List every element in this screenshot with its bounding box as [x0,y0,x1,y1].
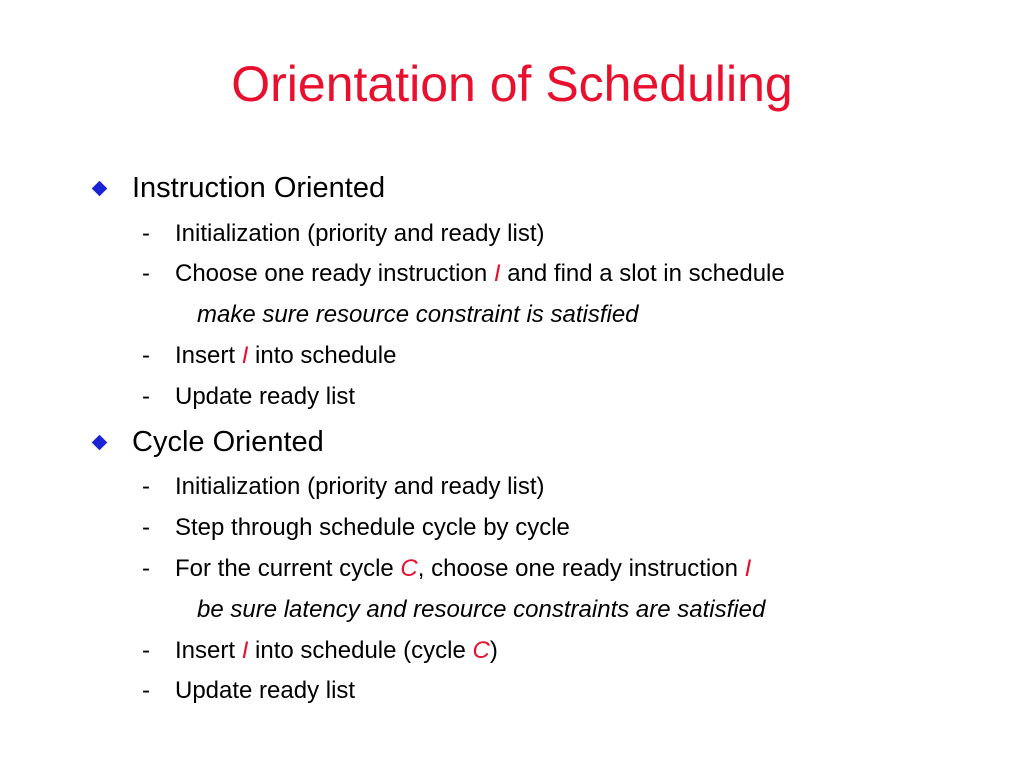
list-item [142,339,396,373]
diamond-bullet-icon [92,434,108,450]
slide-title: Orientation of Scheduling [231,56,793,112]
section-heading-label: Cycle Oriented [132,425,324,458]
variable-i: I [241,342,249,369]
section-heading-label: Instruction Oriented [132,171,386,204]
dash-marker: - [142,677,150,704]
note-text: be sure latency and resource constraints are satisfied [197,596,766,623]
list-item-text: Update ready list [175,677,356,704]
variable-i: I [493,260,501,287]
section-heading-instruction-oriented [90,168,385,208]
dash-marker: - [142,220,150,247]
list-item [142,380,355,414]
dash-marker: - [142,342,150,369]
list-item [142,511,570,545]
dash-marker: - [142,260,150,287]
variable-i: I [241,637,249,664]
variable-i: I [744,555,752,582]
diamond-bullet-icon [92,180,108,196]
variable-c: C [400,555,418,582]
dash-marker: - [142,637,150,664]
list-item-text: Step through schedule cycle by cycle [175,514,570,541]
list-item-text: Insert [175,342,242,369]
list-item-text: For the current cycle [175,555,401,582]
list-item-text: , choose one ready instruction [417,555,745,582]
dash-marker: - [142,473,150,500]
list-item [142,217,544,251]
list-item-text: Initialization (priority and ready list) [175,473,545,500]
variable-c: C [472,637,490,664]
list-item [142,552,751,586]
dash-marker: - [142,514,150,541]
dash-marker: - [142,555,150,582]
note-text: make sure resource constraint is satisfied [197,301,639,328]
section-heading-cycle-oriented [90,422,324,462]
list-item-text: ) [489,637,498,664]
list-item [142,674,355,708]
list-item-text: Update ready list [175,383,356,410]
list-item-text: Insert [175,637,242,664]
list-item-text: Initialization (priority and ready list) [175,220,545,247]
list-item-text: into schedule [248,342,397,369]
list-item-text: Choose one ready instruction [175,260,494,287]
dash-marker: - [142,383,150,410]
list-item [142,257,785,291]
list-item-text: and find a slot in schedule [500,260,785,287]
list-item [142,470,544,504]
list-item-text: into schedule (cycle [248,637,473,664]
list-item [142,634,498,668]
